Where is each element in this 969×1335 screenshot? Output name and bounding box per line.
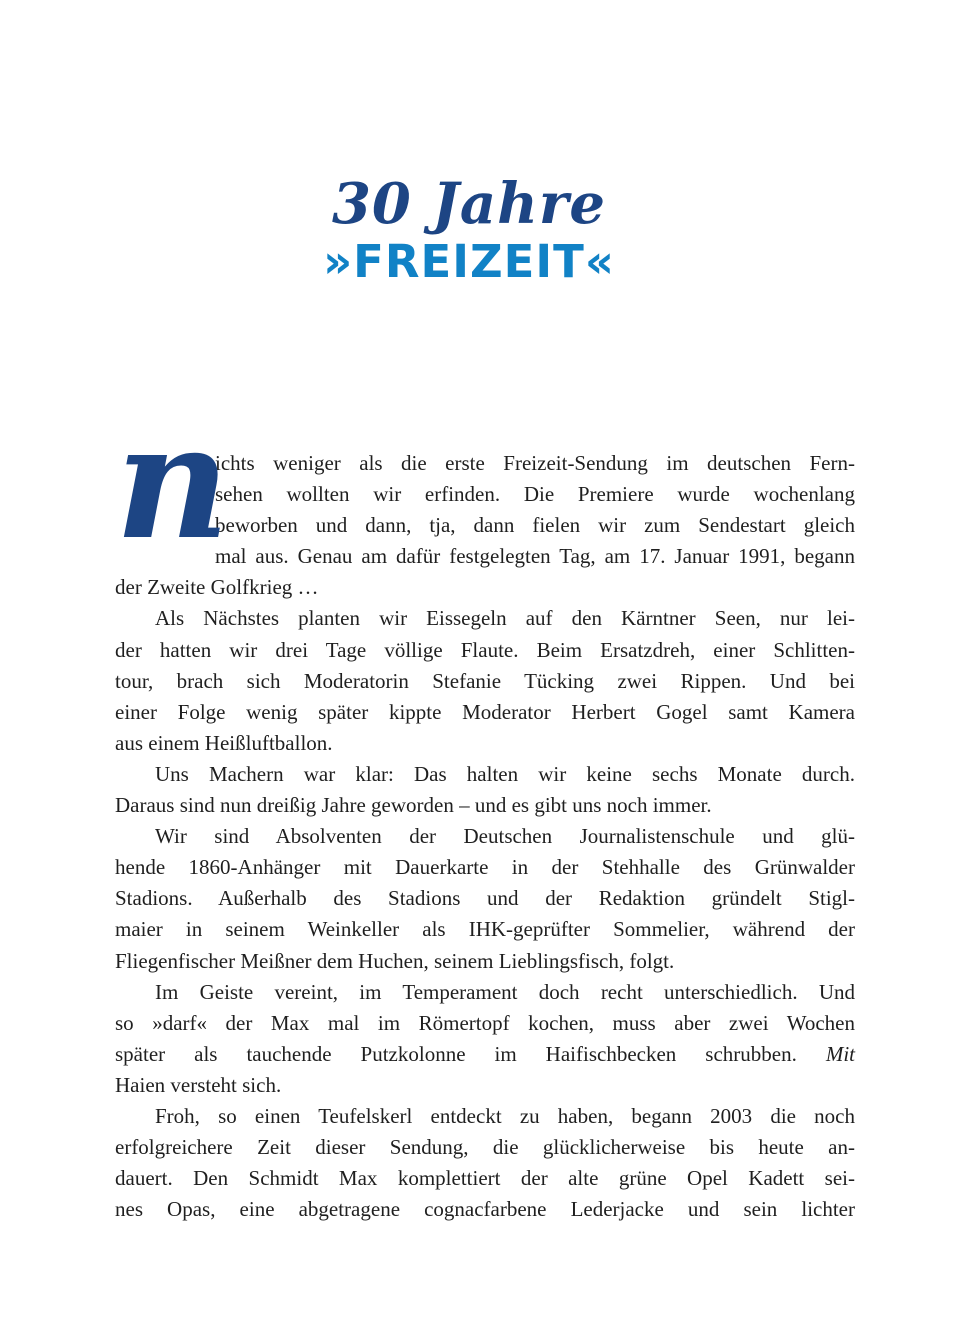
paragraph [115, 759, 855, 821]
text-line: Im Geiste vereint, im Temperament doch recht unterschiedlich. Und [155, 979, 855, 1004]
text-line: Stadions. Außerhalb des Stadions und der Redaktion gründelt Stigl- [115, 886, 855, 911]
text-line: maier in seinem Weinkeller als IHK-geprüfter Sommelier, während der [115, 917, 855, 942]
text-line: erfolgreichere Zeit dieser Sendung, die glücklicherweise bis heute an- [115, 1135, 855, 1160]
body-text [115, 390, 855, 1225]
text-line: ichts weniger als die erste Freizeit-Sendung im deutschen Fern- [215, 451, 855, 475]
text-line: beworben und dann, tja, dann fielen wir zum Sendestart gleich [215, 513, 855, 538]
paragraph [115, 1101, 855, 1225]
text-line: mal aus. Genau am dafür festgelegten Tag, am 17. Januar 1991, begann [215, 544, 855, 569]
text-line: einer Folge wenig später kippte Moderator Herbert Gogel samt Kamera [115, 699, 855, 724]
chapter-title-script: 30 Jahre [331, 171, 607, 237]
text-line: nes Opas, eine abgetragene cognacfarbene Lederjacke und sein lichter [115, 1197, 855, 1222]
drop-cap [115, 390, 230, 575]
text-line: Als Nächstes planten wir Eissegeln auf den Kärntner Seen, nur lei- [155, 606, 855, 631]
text-line: hende 1860-Anhänger mit Dauerkarte in der Stehhalle des Grünwalder [115, 855, 855, 880]
text-line: tour, brach sich Moderatorin Stefanie Tücking zwei Rippen. Und bei [115, 668, 855, 693]
text-line: sehen wollten wir erfinden. Die Premiere wurde wochenlang [215, 482, 855, 507]
text-line: so »darf« der Max mal im Römertopf kochen, muss aber zwei Wochen [115, 1010, 855, 1035]
text-line: Wir sind Absolventen der Deutschen Journalistenschule und glü- [155, 824, 855, 849]
text-line: Uns Machern war klar: Das halten wir keine sechs Monate durch. [155, 761, 855, 786]
text-line: der Zweite Golfkrieg … [115, 575, 319, 600]
text-line: Fliegenfischer Meißner dem Huchen, seinem Lieblingsfisch, folgt. [115, 948, 675, 973]
text-line: der hatten wir drei Tage völlige Flaute. Beim Ersatzdreh, einer Schlitten- [115, 637, 855, 662]
paragraph [115, 390, 855, 603]
drop-cap-letter: n [115, 390, 230, 575]
paragraph [115, 821, 855, 976]
text-line: aus einem Heißluftballon. [115, 730, 333, 755]
paragraph [115, 977, 855, 1101]
text-line: dauert. Den Schmidt Max komplettiert der alte grüne Opel Kadett sei- [115, 1166, 855, 1191]
chapter-header [0, 172, 938, 286]
text-line: Haien versteht sich. [115, 1072, 282, 1097]
paragraph [115, 603, 855, 758]
text-line: Daraus sind nun dreißig Jahre geworden – und es gibt uns noch immer. [115, 793, 712, 818]
text-line: später als tauchende Putzkolonne im Haifischbecken schrubben. Mit [115, 1041, 855, 1066]
chapter-title-caps: »FREIZEIT« [323, 235, 615, 288]
text-line: Froh, so einen Teufelskerl entdeckt zu haben, begann 2003 die noch [155, 1103, 855, 1128]
